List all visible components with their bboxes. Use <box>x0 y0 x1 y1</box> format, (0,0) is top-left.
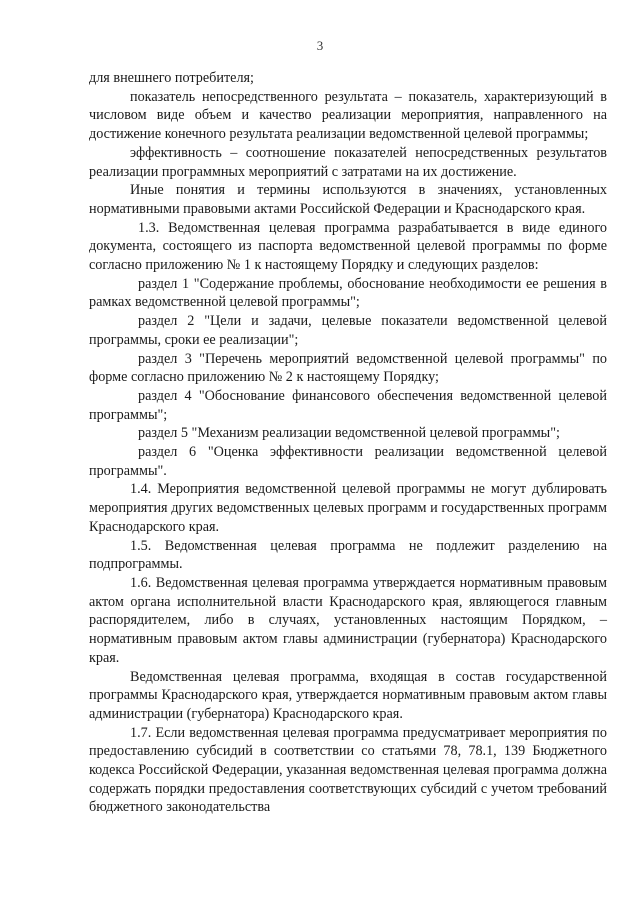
paragraph-section-6: раздел 6 "Оценка эффективности реализации ведомственной целевой программы". <box>89 444 607 479</box>
paragraph-1-6: 1.6. Ведомственная целевая программа утверждается нормативным правовым актом органа исполнительной власти Краснодарского края, являющегося главным распорядителем, либо в случаях, установленных настоящим Порядком, – нормативным правовым актом главы администрации (губернатора) Краснодарского края. <box>89 574 607 666</box>
paragraph-continuation: для внешнего потребителя; <box>89 70 254 86</box>
paragraph-1-5: 1.5. Ведомственная целевая программа не подлежит разделению на подпрограммы. <box>89 537 607 573</box>
paragraph-definition-direct-result: показатель непосредственного результата – показатель, характеризующий в числовом виде объем и качество реализации мероприятия, направленного на достижение конечного результата реализации ведомственной целевой программы; <box>89 88 607 143</box>
paragraph-section-1: раздел 1 "Содержание проблемы, обоснование необходимости ее решения в рамках ведомственной целевой программы"; <box>89 275 607 311</box>
paragraph-section-5: раздел 5 "Механизм реализации ведомственной целевой программы"; <box>138 425 560 442</box>
paragraph-state-program: Ведомственная целевая программа, входящая в состав государственной программы Краснодарского края, утверждается нормативным правовым актом главы администрации (губернатора) Краснодарского края. <box>89 668 607 722</box>
page-number: 3 <box>316 38 324 53</box>
paragraph-1-4: 1.4. Мероприятия ведомственной целевой программы не могут дублировать мероприятия других ведомственных целевых программ и государственных программ Краснодарского края. <box>89 481 607 535</box>
paragraph-other-terms: Иные понятия и термины используются в значениях, установленных нормативными правовыми актами Российской Федерации и Краснодарского края. <box>89 182 607 217</box>
document-body <box>89 69 607 817</box>
paragraph-section-2: раздел 2 "Цели и задачи, целевые показатели ведомственной целевой программы, сроки ее реализации"; <box>89 313 607 348</box>
paragraph-1-3: 1.3. Ведомственная целевая программа разрабатывается в виде единого документа, состоящего из паспорта ведомственной целевой программы по форме согласно приложению № 1 к настоящему Порядку и следующих разделов: <box>89 219 607 274</box>
paragraph-section-4: раздел 4 "Обоснование финансового обеспечения ведомственной целевой программы"; <box>89 387 607 423</box>
paragraph-section-3: раздел 3 "Перечень мероприятий ведомственной целевой программы" по форме согласно приложению № 2 к настоящему Порядку; <box>89 350 607 386</box>
paragraph-definition-efficiency: эффективность – соотношение показателей непосредственных результатов реализации программных мероприятий с затратами на их достижение. <box>89 144 607 180</box>
paragraph-1-7: 1.7. Если ведомственная целевая программа предусматривает мероприятия по предоставлению субсидий в соответствии со статьями 78, 78.1, 139 Бюджетного кодекса Российской Федерации, указанная ведомственная целевая программа должна содержать порядки предоставления соответствующих субсидий с учетом требований бюджетного законодательства <box>89 724 607 816</box>
